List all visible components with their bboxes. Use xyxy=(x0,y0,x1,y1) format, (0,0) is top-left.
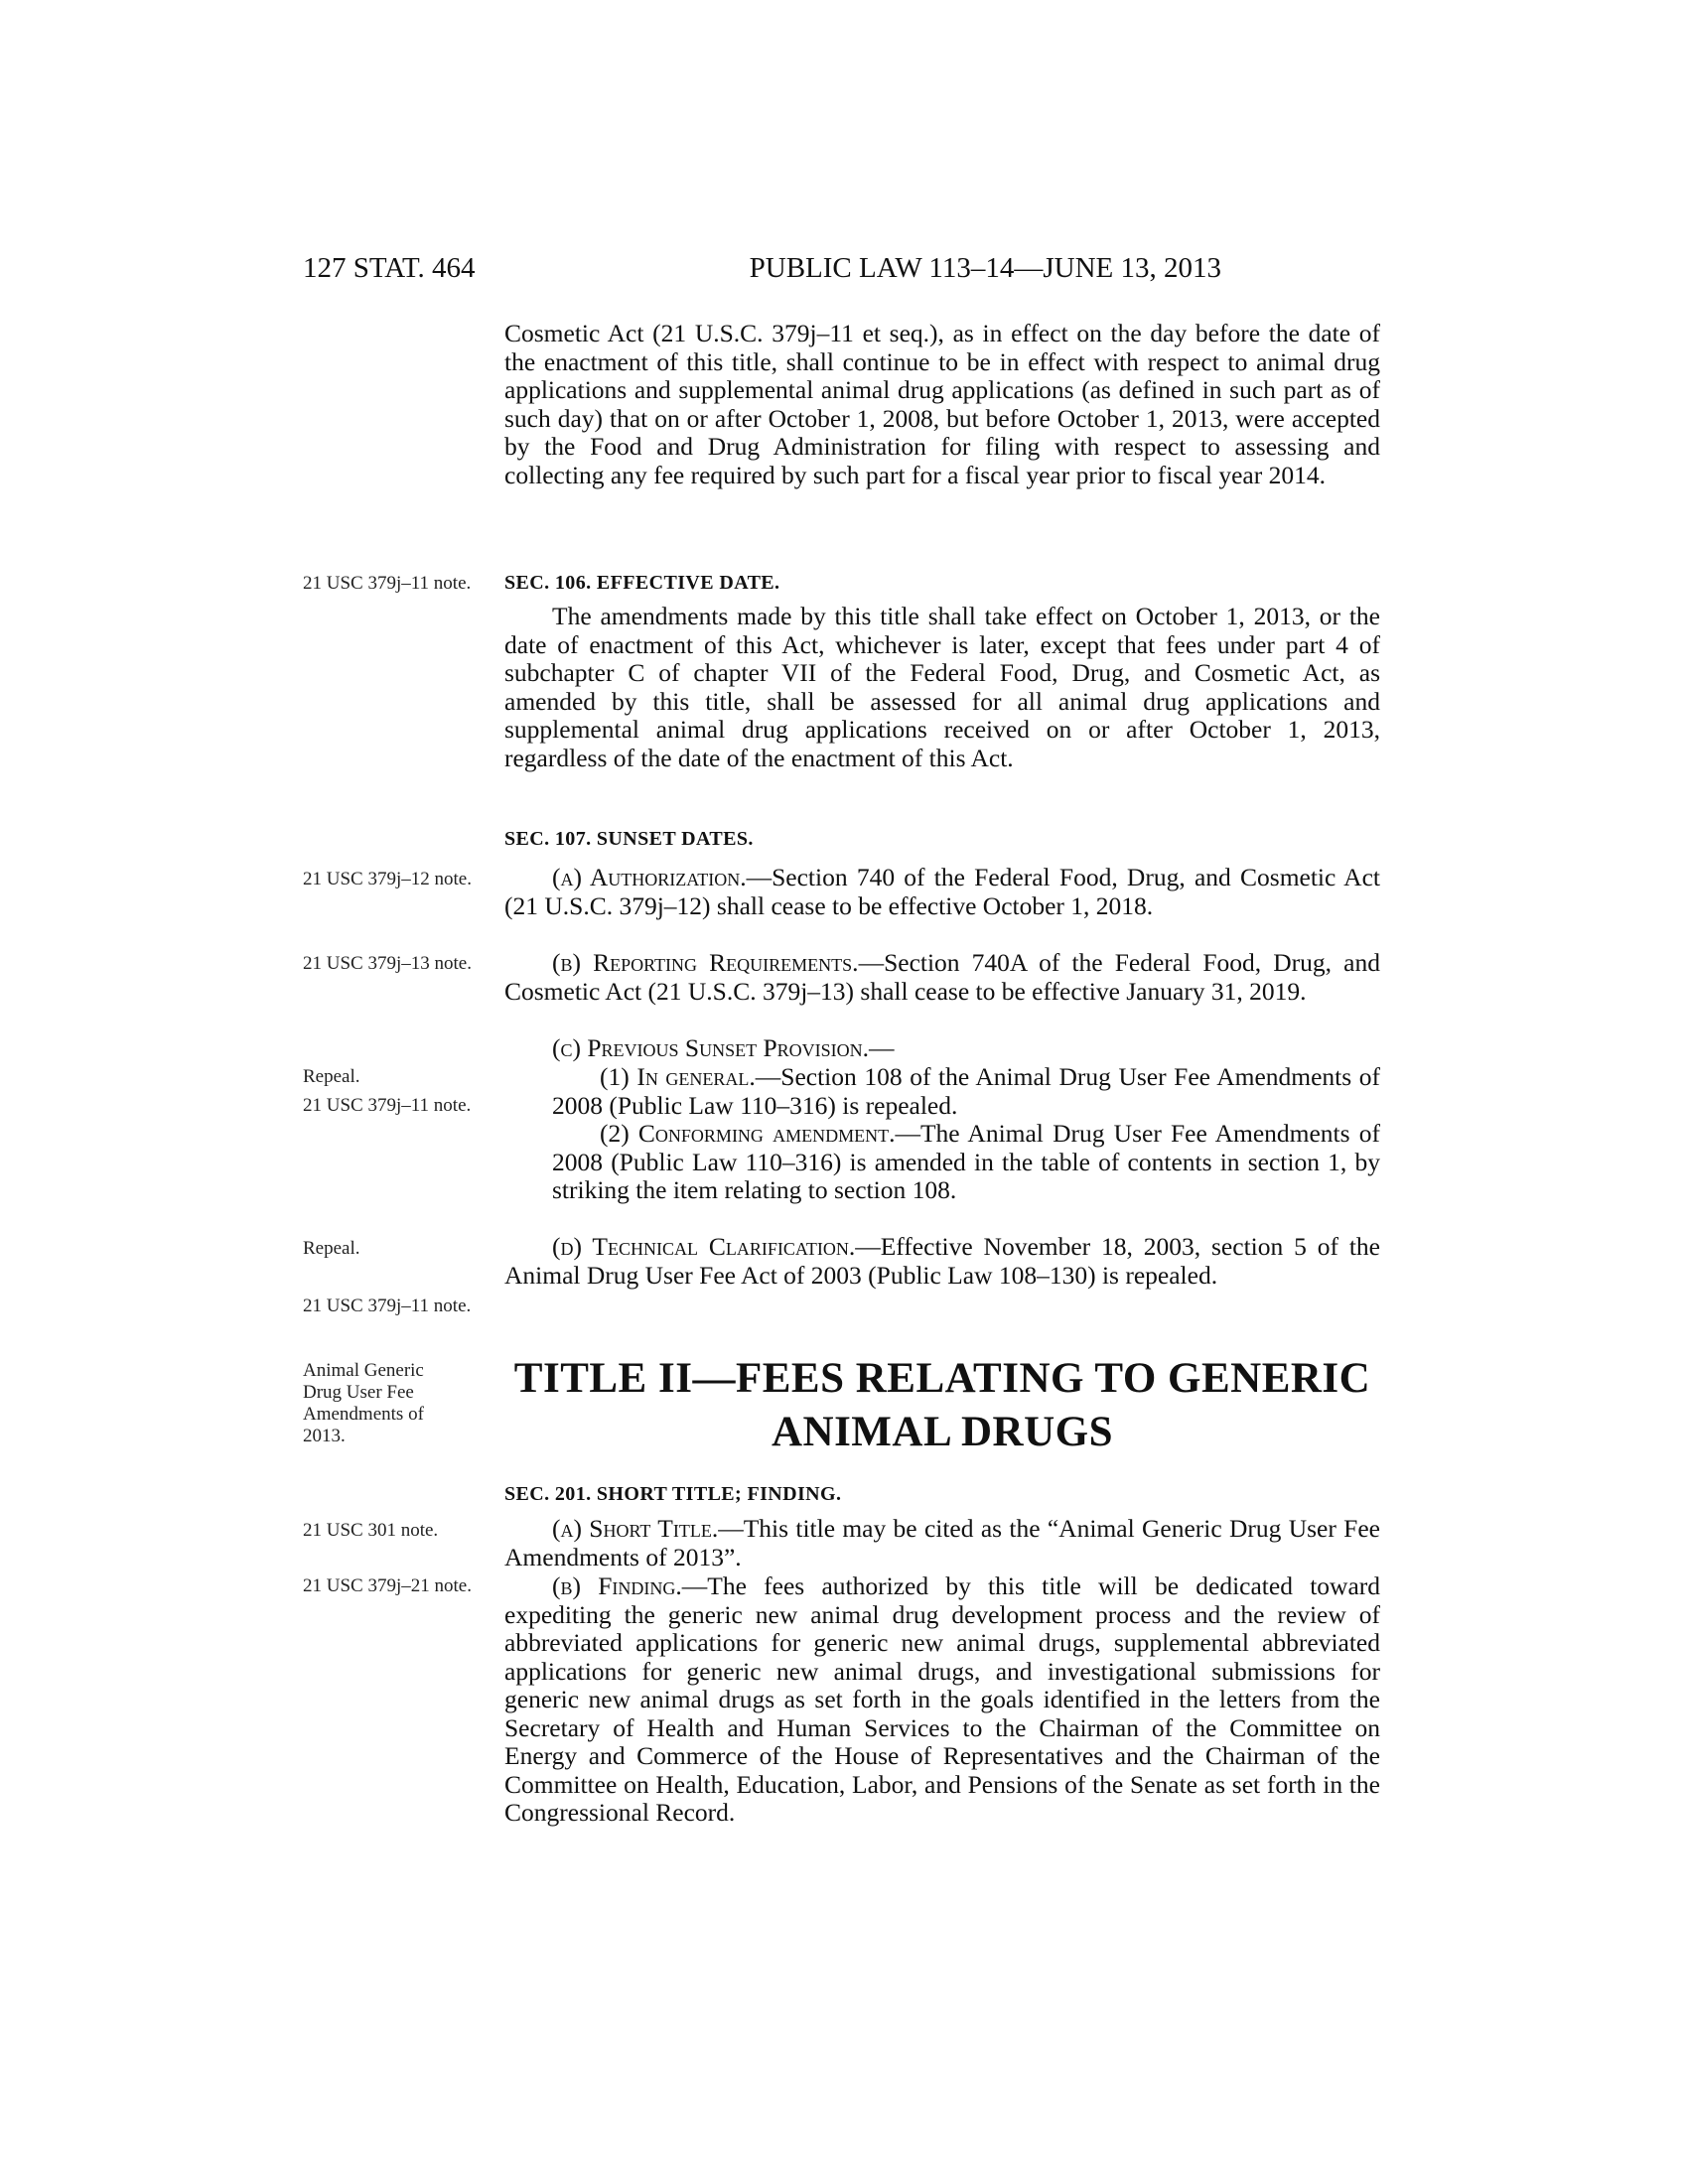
section-107-a-para xyxy=(504,864,1380,920)
section-106-body xyxy=(504,603,1380,772)
margin-note-title-ii: Animal Generic Drug User Fee Amendments of 2013. xyxy=(303,1360,424,1446)
title-ii-line2: ANIMAL DRUGS xyxy=(771,1409,1114,1455)
section-107-c2 xyxy=(504,1120,1380,1205)
section-107-b-label: (b) Reporting Requirements. xyxy=(552,948,859,977)
section-107-b-text: —Section 740A of the Federal Food, Drug, and Cosmetic Act (21 U.S.C. 379j–13) shall cease to be effective January 31, 2019. xyxy=(504,948,1380,1006)
section-201-b-para xyxy=(504,1572,1380,1828)
public-law-line: PUBLIC LAW 113–14—JUNE 13, 2013 xyxy=(749,252,1221,284)
section-107-b xyxy=(504,949,1380,1006)
section-107-c xyxy=(504,1034,1380,1063)
stat-page-number: 127 STAT. 464 xyxy=(303,252,476,284)
section-107-c1-label: (1) In general. xyxy=(600,1062,756,1091)
section-107-a-label: (a) Authorization. xyxy=(552,863,747,891)
section-107-c2-text: —The Animal Drug User Fee Amendments of 2008 (Public Law 110–316) is amended in the table of contents in section 1, by striking the item relating to section 108. xyxy=(552,1119,1380,1204)
section-107-heading: SEC. 107. SUNSET DATES. xyxy=(504,828,754,850)
title-ii-heading xyxy=(504,1352,1380,1459)
section-201-b xyxy=(504,1572,1380,1828)
page-header xyxy=(303,252,1380,292)
section-107-d xyxy=(504,1233,1380,1290)
section-107-d-text: —Effective November 18, 2003, section 5 of the Animal Drug User Fee Act of 2003 (Public Law 108–130) is repealed. xyxy=(504,1232,1380,1290)
section-107-c2-para xyxy=(504,1120,1380,1205)
margin-note-repeal-c1: Repeal. xyxy=(303,1066,360,1087)
intro-text: Cosmetic Act (21 U.S.C. 379j–11 et seq.), as in effect on the day before the date of the enactment of this title, shall continue to be in effect with respect to animal drug applications and supplemental animal drug applications (as defined in such part as of such day) that on or after October 1, 2008, but before October 1, 2013, were accepted by the Food and Drug Administration for filing with respect to assessing and collecting any fee required by such part for a fiscal year prior to fiscal year 2014. xyxy=(504,319,1380,489)
section-107-a xyxy=(504,864,1380,920)
section-106 xyxy=(504,572,1380,595)
section-107 xyxy=(504,828,1380,851)
title-ii-line1: TITLE II—FEES RELATING TO GENERIC xyxy=(513,1355,1371,1402)
section-107-b-para xyxy=(504,949,1380,1006)
section-201-a-para xyxy=(504,1515,1380,1571)
section-201-a-text: —This title may be cited as the “Animal Generic Drug User Fee Amendments of 2013”. xyxy=(504,1514,1380,1571)
intro-paragraph xyxy=(504,320,1380,489)
section-107-c1-text: —Section 108 of the Animal Drug User Fee Amendments of 2008 (Public Law 110–316) is repealed. xyxy=(552,1062,1380,1120)
section-107-c-para xyxy=(504,1034,1380,1063)
section-107-d-label: (d) Technical Clarification. xyxy=(552,1232,856,1261)
section-201 xyxy=(504,1483,1380,1506)
section-106-heading: SEC. 106. EFFECTIVE DATE. xyxy=(504,572,780,594)
margin-note-sec201b: 21 USC 379j–21 note. xyxy=(303,1575,472,1596)
margin-note-repeal-d: Repeal. xyxy=(303,1238,360,1259)
section-107-a-text: —Section 740 of the Federal Food, Drug, and Cosmetic Act (21 U.S.C. 379j–12) shall cease to be effective October 1, 2018. xyxy=(504,863,1380,920)
section-107-c2-label: (2) Conforming amendment. xyxy=(600,1119,896,1148)
margin-note-sec107b: 21 USC 379j–13 note. xyxy=(303,953,472,974)
margin-note-sec201a: 21 USC 301 note. xyxy=(303,1520,439,1541)
section-201-heading: SEC. 201. SHORT TITLE; FINDING. xyxy=(504,1483,842,1505)
section-201-a xyxy=(504,1515,1380,1571)
section-201-a-label: (a) Short Title. xyxy=(552,1514,719,1543)
section-107-c1-para xyxy=(504,1063,1380,1120)
section-107-c-text: — xyxy=(869,1033,895,1062)
section-201-b-label: (b) Finding. xyxy=(552,1571,682,1600)
section-201-b-text: —The fees authorized by this title will be dedicated toward expediting the generic new animal drug development process and the review of abbreviated applications for generic new animal drugs, supplemental abbreviated applications for generic new animal drugs, and investigational submissions for generic new animal drugs as set forth in the goals identified in the letters from the Secretary of Health and Human Services to the Chairman of the Committee on Energy and Commerce of the House of Representatives and the Chairman of the Committee on Health, Education, Labor, and Pensions of the Senate as set forth in the Congressional Record. xyxy=(504,1571,1380,1827)
section-107-d-para xyxy=(504,1233,1380,1290)
section-107-c1 xyxy=(504,1063,1380,1120)
section-107-c-label: (c) Previous Sunset Provision. xyxy=(552,1033,870,1062)
section-106-text: The amendments made by this title shall take effect on October 1, 2013, or the date of enactment of this Act, whichever is later, except that fees under part 4 of subchapter C of chapter VII of the Federal Food, Drug, and Cosmetic Act, as amended by this title, shall be assessed for all animal drug applications and supplemental animal drug applications received on or after October 1, 2013, regardless of the date of the enactment of this Act. xyxy=(504,602,1380,772)
margin-note-sec107a: 21 USC 379j–12 note. xyxy=(303,869,472,889)
margin-note-sec107d: 21 USC 379j–11 note. xyxy=(303,1296,472,1316)
margin-note-sec107c: 21 USC 379j–11 note. xyxy=(303,1095,472,1116)
margin-note-sec106: 21 USC 379j–11 note. xyxy=(303,573,472,594)
